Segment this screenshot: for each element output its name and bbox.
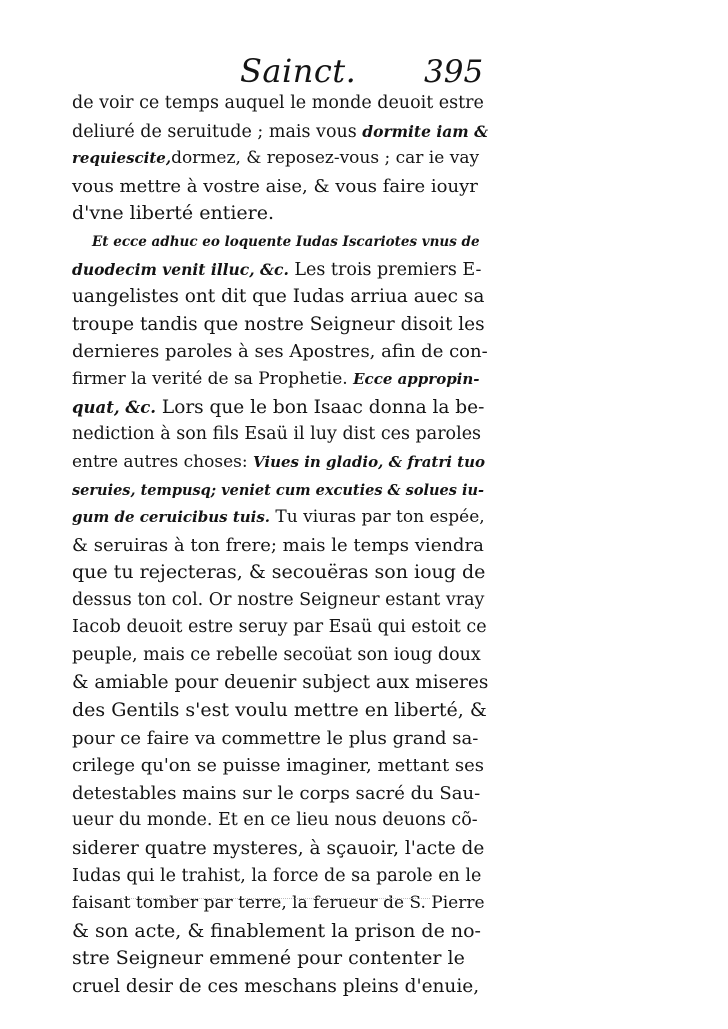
page-number: 395 [424, 54, 484, 90]
text-line [72, 945, 488, 973]
text-line [72, 283, 488, 311]
text-line [72, 118, 488, 146]
text-run: des Gentils s'est voulu mettre en liberté, & [72, 699, 487, 722]
text-line [72, 835, 488, 863]
text-run: & son acte, & finablement la prison de no- [72, 919, 481, 942]
text-run: & amiable pour deuenir subject aux miseres [72, 672, 489, 694]
text-line [72, 394, 488, 422]
text-run: dessus ton col. Or nostre Seigneur estant vray [72, 589, 485, 610]
text-run: deliuré de seruitude ; mais vous [72, 121, 363, 142]
running-head: Sainct. [240, 52, 357, 90]
text-run: troupe tandis que nostre Seigneur disoit les [72, 313, 485, 335]
text-run: crilege qu'on se puisse imaginer, mettant ses [72, 755, 485, 777]
text-run: stre Seigneur emmené pour contenter le [72, 947, 465, 970]
text-line [72, 449, 488, 477]
latin-quotation: duodecim venit illuc, &c. [72, 259, 289, 279]
latin-quotation: seruies, tempusq; veniet cum excuties & solues iu- [72, 482, 485, 500]
latin-quotation: quat, &c. [72, 397, 157, 417]
latin-quotation: requiescite, [72, 149, 172, 168]
text-line [72, 338, 488, 366]
text-run: Les trois premiers E- [288, 259, 482, 280]
text-line [72, 863, 488, 891]
text-line [72, 918, 488, 946]
text-run: faisant tomber par terre, la ferueur de S. Pierre [72, 893, 485, 914]
latin-quotation: Viues in gladio, & fratri tuo [253, 452, 486, 471]
text-line [72, 697, 488, 725]
body-text [72, 90, 488, 1001]
bottom-rule [120, 898, 430, 899]
text-line [72, 256, 488, 284]
text-run: peuple, mais ce rebelle secoüat son ioug doux [72, 644, 481, 665]
text-line [72, 614, 488, 642]
text-run: d'vne liberté entiere. [72, 202, 275, 225]
text-run: de voir ce temps auquel le monde deuoit estre [72, 93, 484, 113]
text-line [72, 642, 488, 670]
text-run: firmer la verité de sa Prophetie. [72, 368, 354, 389]
text-run: nediction à son fils Esaü il luy dist ces paroles [72, 424, 482, 445]
text-run: Iacob deuoit estre seruy par Esaü qui estoit ce [72, 617, 487, 638]
text-run: siderer quatre mysteres, à sçauoir, l'acte de [72, 838, 485, 860]
text-line [72, 311, 488, 339]
text-line [72, 504, 488, 532]
text-run: dormez, & reposez-vous ; car ie vay [171, 148, 480, 169]
text-run: cruel desir de ces meschans pleins d'enuie, [72, 976, 480, 997]
text-run: Lors que le bon Isaac donna la be- [156, 396, 485, 418]
latin-quotation: gum de ceruicibus tuis. [72, 507, 271, 526]
text-run: dernieres paroles à ses Apostres, afin de con- [72, 341, 488, 363]
latin-quotation: Ecce appropin- [353, 369, 480, 388]
text-run: detestables mains sur le corps sacré du Sau- [72, 782, 481, 804]
text-line [72, 532, 488, 560]
text-line [72, 890, 488, 918]
text-run: Iudas qui le trahist, la force de sa parole en le [72, 865, 482, 886]
text-run: entre autres choses: [72, 451, 254, 472]
latin-quotation: Et ecce adhuc eo loquente Iudas Iscariotes vnus de [92, 233, 480, 250]
text-line [72, 145, 488, 173]
text-run: Tu viuras par ton espée, [270, 506, 485, 527]
text-line [72, 90, 488, 118]
text-line [72, 559, 488, 587]
text-line [72, 476, 488, 504]
text-run: que tu rejecteras, & secouëras son ioug de [72, 561, 486, 584]
text-line [72, 752, 488, 780]
text-run: pour ce faire va commettre le plus grand sa- [72, 727, 479, 749]
text-line [72, 173, 488, 201]
text-line [72, 807, 488, 835]
text-line [72, 200, 488, 228]
text-run: & seruiras à ton frere; mais le temps viendra [72, 534, 484, 556]
text-line [72, 366, 488, 394]
text-run: ueur du monde. Et en ce lieu nous deuons cõ- [72, 810, 478, 831]
text-line [72, 725, 488, 753]
text-line [72, 780, 488, 808]
text-line [72, 421, 488, 449]
text-line [72, 587, 488, 615]
text-run: uangelistes ont dit que Iudas arriua auec sa [72, 286, 485, 308]
text-line [72, 669, 488, 697]
latin-quotation: dormite iam & [362, 121, 489, 141]
text-line [72, 228, 488, 256]
text-run: vous mettre à vostre aise, & vous faire iouyr [72, 175, 478, 197]
text-line [72, 973, 488, 1001]
